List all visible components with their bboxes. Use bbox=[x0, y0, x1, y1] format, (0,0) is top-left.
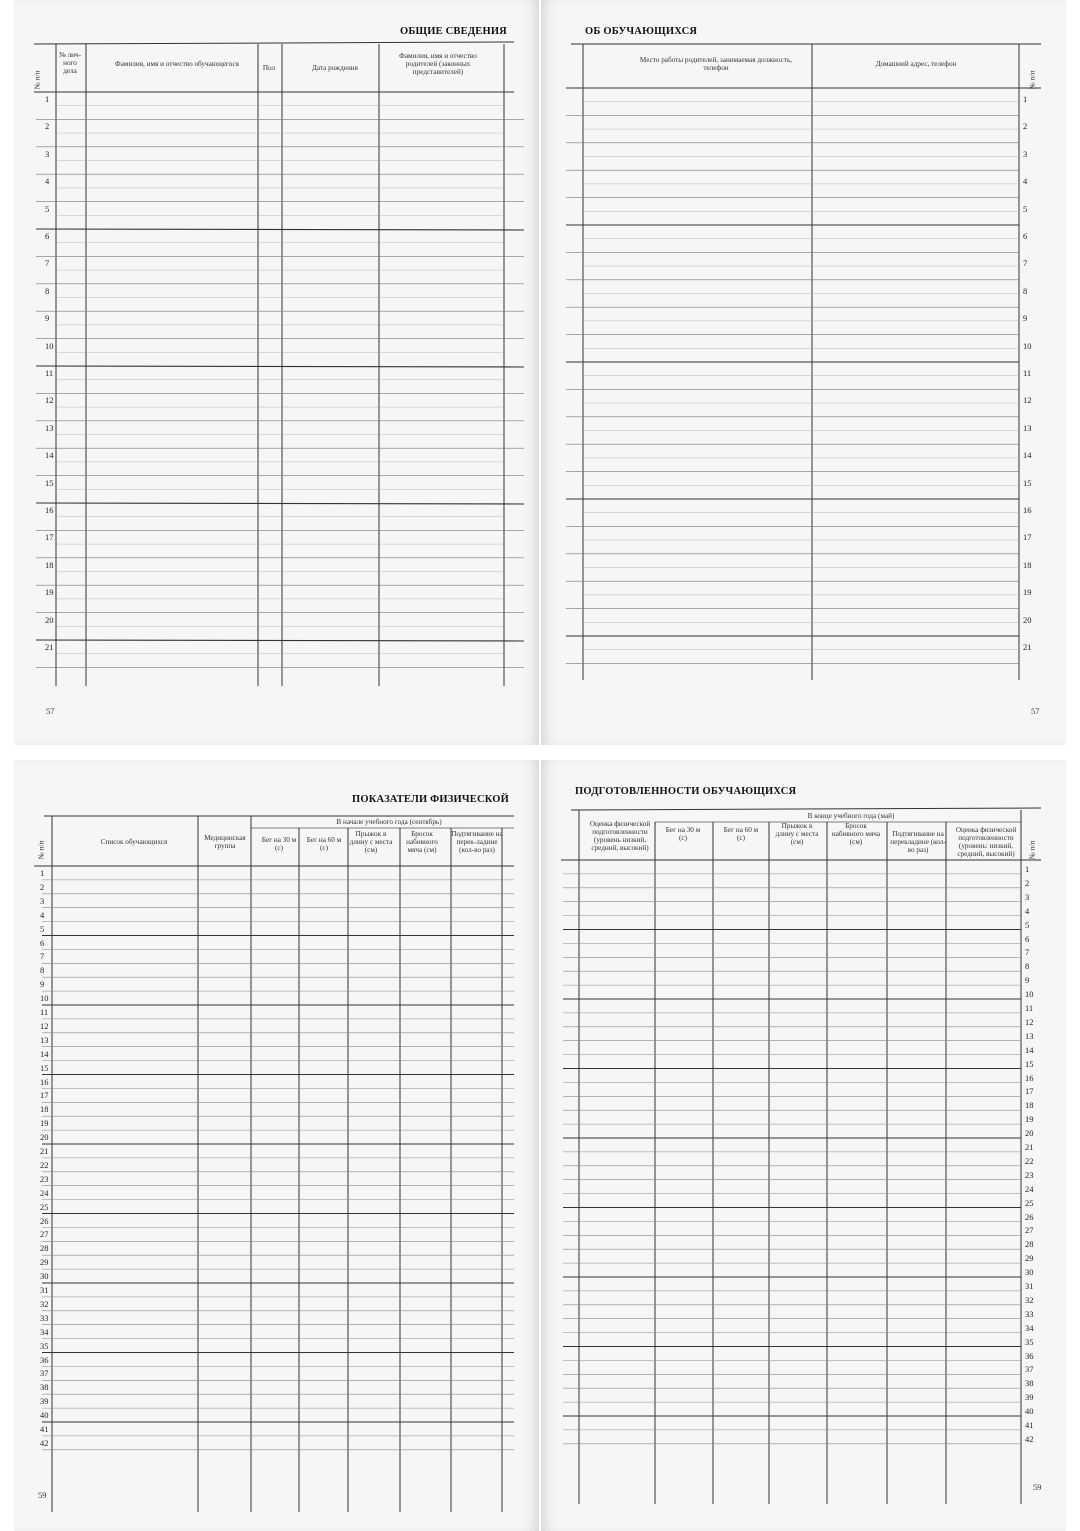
row-number: 13 bbox=[40, 1034, 49, 1045]
row-number: 33 bbox=[40, 1312, 49, 1323]
row-number: 6 bbox=[45, 231, 50, 241]
row-number: 15 bbox=[1025, 1058, 1034, 1069]
row-number: 8 bbox=[45, 285, 50, 296]
row-number: 2 bbox=[1023, 121, 1028, 132]
row-number: 3 bbox=[45, 148, 50, 159]
row-number: 37 bbox=[1025, 1364, 1034, 1375]
row-number: 9 bbox=[45, 313, 50, 324]
row-number: 4 bbox=[1025, 905, 1030, 916]
row-number: 18 bbox=[45, 559, 54, 570]
row-number: 21 bbox=[45, 642, 54, 652]
row-line bbox=[36, 229, 524, 230]
row-number: 26 bbox=[1025, 1211, 1034, 1222]
header-birth-date: Дата рождения bbox=[312, 64, 358, 72]
row-number: 13 bbox=[1023, 422, 1032, 433]
row-line bbox=[36, 366, 524, 367]
row-number: 7 bbox=[1025, 947, 1030, 958]
row-number: 6 bbox=[1025, 933, 1030, 944]
row-number: 11 bbox=[40, 1007, 49, 1017]
row-number: 9 bbox=[1023, 313, 1028, 324]
row-number: 17 bbox=[1025, 1086, 1034, 1097]
row-number: 34 bbox=[1025, 1322, 1034, 1333]
header-student-name: Фамилия, имя и отчество обучающегося bbox=[115, 60, 239, 68]
row-number: 12 bbox=[40, 1020, 49, 1031]
row-number: 35 bbox=[1025, 1336, 1034, 1347]
page-number-right-phys: 59 bbox=[1033, 1482, 1042, 1492]
row-number: 21 bbox=[1023, 642, 1032, 652]
page-number-left-phys: 59 bbox=[38, 1490, 47, 1500]
row-number: 1 bbox=[45, 94, 50, 104]
row-number: 12 bbox=[45, 395, 54, 406]
row-number: 6 bbox=[1023, 231, 1028, 241]
row-number: 19 bbox=[45, 587, 54, 598]
row-number: 15 bbox=[1023, 477, 1032, 488]
header-assessment-start: Оценка физической подготовленности (уровень низкий, средний, высокий) bbox=[589, 820, 651, 852]
header-end-of-year: В конце учебного года (май) bbox=[807, 812, 895, 820]
row-number: 13 bbox=[45, 422, 54, 433]
row-number: 1 bbox=[1025, 864, 1030, 874]
row-number: 33 bbox=[1025, 1308, 1034, 1319]
page-right-general bbox=[541, 0, 1066, 745]
row-number: 20 bbox=[45, 614, 54, 625]
row-number: 30 bbox=[1025, 1267, 1034, 1278]
row-number: 12 bbox=[1025, 1016, 1034, 1027]
grid-general-left bbox=[14, 0, 539, 745]
header-pullup-start: Подтягивание на перек-ладине (кол-во раз) bbox=[451, 830, 503, 854]
row-number: 10 bbox=[1023, 340, 1032, 351]
table-top-border bbox=[34, 42, 514, 44]
header-run60-start: Бег на 60 м (с) bbox=[306, 836, 342, 852]
row-number: 19 bbox=[1023, 587, 1032, 598]
row-number: 21 bbox=[40, 1146, 49, 1156]
grid-physical-right bbox=[541, 760, 1066, 1531]
row-number: 40 bbox=[1025, 1406, 1034, 1417]
row-number: 39 bbox=[1025, 1392, 1034, 1403]
row-line bbox=[36, 503, 524, 504]
header-row-no: № п/п bbox=[32, 70, 42, 90]
row-number: 38 bbox=[1025, 1378, 1034, 1389]
row-number: 6 bbox=[40, 937, 45, 948]
page-left-physical bbox=[14, 760, 539, 1531]
row-number: 9 bbox=[1025, 975, 1030, 986]
row-number: 41 bbox=[40, 1424, 49, 1434]
row-number: 22 bbox=[1025, 1155, 1034, 1166]
row-number: 8 bbox=[1023, 285, 1028, 296]
header-parents-work: Место работы родителей, занимаемая должность, телефон bbox=[639, 56, 793, 72]
row-number: 39 bbox=[40, 1396, 49, 1407]
row-number: 1 bbox=[1023, 94, 1028, 104]
row-number: 42 bbox=[1025, 1433, 1034, 1444]
row-number: 14 bbox=[1025, 1044, 1034, 1055]
header-jump-start: Прыжок в длину с места (см) bbox=[349, 830, 393, 854]
row-number: 7 bbox=[1023, 258, 1028, 269]
page-right-physical bbox=[541, 760, 1066, 1531]
row-number: 19 bbox=[40, 1118, 49, 1129]
header-run60-end: Бег на 60 м (с) bbox=[723, 826, 759, 842]
row-number: 16 bbox=[45, 505, 54, 515]
row-number: 3 bbox=[1025, 891, 1030, 902]
title-general: ОБЩИЕ СВЕДЕНИЯ bbox=[400, 26, 507, 37]
grid-general-right bbox=[541, 0, 1066, 745]
row-number: 24 bbox=[40, 1187, 49, 1198]
row-number: 5 bbox=[1023, 203, 1028, 214]
row-number: 36 bbox=[40, 1354, 49, 1365]
header-pullup-end: Подтягивание на перекладине (кол-во раз) bbox=[890, 830, 946, 854]
row-number: 2 bbox=[1025, 877, 1030, 888]
header-row-no-phys-right: № п/п bbox=[1027, 840, 1037, 860]
row-number: 41 bbox=[1025, 1420, 1034, 1430]
row-number: 23 bbox=[1025, 1169, 1034, 1180]
row-number: 27 bbox=[40, 1229, 49, 1240]
row-number: 31 bbox=[40, 1285, 49, 1295]
row-number: 9 bbox=[40, 979, 45, 990]
row-number: 17 bbox=[45, 532, 54, 543]
row-number: 22 bbox=[40, 1159, 49, 1170]
row-number: 37 bbox=[40, 1368, 49, 1379]
row-number: 5 bbox=[45, 203, 50, 214]
row-number: 10 bbox=[45, 340, 54, 351]
row-number: 20 bbox=[40, 1132, 49, 1143]
row-number: 18 bbox=[1025, 1100, 1034, 1111]
page-left-general bbox=[14, 0, 539, 745]
row-number: 31 bbox=[1025, 1281, 1034, 1291]
row-number: 3 bbox=[1023, 148, 1028, 159]
row-number: 25 bbox=[40, 1201, 49, 1212]
row-number: 34 bbox=[40, 1326, 49, 1337]
row-number: 29 bbox=[40, 1257, 49, 1268]
row-number: 5 bbox=[1025, 919, 1030, 930]
row-number: 10 bbox=[1025, 989, 1034, 1000]
title-physical: ПОКАЗАТЕЛИ ФИЗИЧЕСКОЙ bbox=[352, 794, 510, 805]
row-number: 16 bbox=[1025, 1072, 1034, 1083]
row-number: 24 bbox=[1025, 1183, 1034, 1194]
title-preparedness: ПОДГОТОВЛЕННОСТИ ОБУЧАЮЩИХСЯ bbox=[575, 786, 797, 797]
header-throw-end: Бросок набивного мяча (см) bbox=[831, 822, 881, 846]
row-number: 2 bbox=[40, 881, 45, 892]
spread-physical bbox=[0, 760, 1080, 1531]
grid-physical-left bbox=[14, 760, 539, 1531]
row-number: 12 bbox=[1023, 395, 1032, 406]
row-number: 4 bbox=[40, 909, 45, 920]
header-row-no-right: № п/п bbox=[1027, 70, 1037, 90]
row-number: 32 bbox=[1025, 1294, 1034, 1305]
row-number: 20 bbox=[1025, 1128, 1034, 1139]
header-parents-name: Фамилия, имя и отчество родителей (законных представителей) bbox=[399, 52, 477, 76]
row-number: 28 bbox=[1025, 1239, 1034, 1250]
row-number: 40 bbox=[40, 1410, 49, 1421]
row-number: 42 bbox=[40, 1437, 49, 1448]
header-run30-end: Бег на 30 м (с) bbox=[665, 826, 701, 842]
row-number: 18 bbox=[1023, 559, 1032, 570]
row-number: 32 bbox=[40, 1298, 49, 1309]
table-top-border bbox=[571, 808, 1041, 810]
row-number: 28 bbox=[40, 1243, 49, 1254]
row-number: 8 bbox=[40, 965, 45, 976]
row-number: 26 bbox=[40, 1215, 49, 1226]
header-throw-start: Бросок набивного мяча (см) bbox=[406, 830, 438, 854]
row-number: 5 bbox=[40, 923, 45, 934]
row-number: 8 bbox=[1025, 961, 1030, 972]
row-number: 11 bbox=[45, 368, 54, 378]
header-jump-end: Прыжок в длину с места (см) bbox=[775, 822, 819, 846]
row-number: 4 bbox=[45, 176, 50, 187]
row-number: 7 bbox=[45, 258, 50, 269]
row-number: 4 bbox=[1023, 176, 1028, 187]
row-number: 11 bbox=[1025, 1003, 1034, 1013]
row-number: 27 bbox=[1025, 1225, 1034, 1236]
row-number: 23 bbox=[40, 1173, 49, 1184]
title-students: ОБ ОБУЧАЮЩИХСЯ bbox=[585, 26, 698, 37]
header-start-of-year: В начале учебного года (сентябрь) bbox=[336, 818, 442, 826]
page-number-left: 57 bbox=[46, 706, 55, 716]
row-number: 15 bbox=[45, 477, 54, 488]
row-number: 25 bbox=[1025, 1197, 1034, 1208]
row-number: 16 bbox=[1023, 505, 1032, 515]
header-run30-start: Бег на 30 м (с) bbox=[261, 836, 297, 852]
row-number: 15 bbox=[40, 1062, 49, 1073]
header-home-address: Домашний адрес, телефон bbox=[875, 60, 957, 68]
row-number: 10 bbox=[40, 993, 49, 1004]
header-student-list: Список обучающихся bbox=[100, 838, 168, 846]
row-number: 21 bbox=[1025, 1142, 1034, 1152]
row-number: 35 bbox=[40, 1340, 49, 1351]
row-number: 17 bbox=[1023, 532, 1032, 543]
row-number: 2 bbox=[45, 121, 50, 132]
row-number: 17 bbox=[40, 1090, 49, 1101]
row-number: 14 bbox=[1023, 450, 1032, 461]
row-number: 3 bbox=[40, 895, 45, 906]
header-assessment-end: Оценка физической подготовленности (уровень: низкий, средний, высокий) bbox=[955, 826, 1017, 858]
row-number: 38 bbox=[40, 1382, 49, 1393]
row-number: 14 bbox=[40, 1048, 49, 1059]
row-number: 16 bbox=[40, 1076, 49, 1087]
row-number: 18 bbox=[40, 1104, 49, 1115]
page-number-right: 57 bbox=[1031, 706, 1040, 716]
header-sex: Пол bbox=[262, 64, 276, 72]
row-number: 36 bbox=[1025, 1350, 1034, 1361]
row-number: 11 bbox=[1023, 368, 1032, 378]
row-number: 19 bbox=[1025, 1114, 1034, 1125]
row-number: 14 bbox=[45, 450, 54, 461]
row-number: 1 bbox=[40, 868, 45, 878]
row-number: 29 bbox=[1025, 1253, 1034, 1264]
header-medical-group: Медицинская группа bbox=[204, 834, 246, 850]
spread-general-info bbox=[0, 0, 1080, 745]
row-number: 20 bbox=[1023, 614, 1032, 625]
row-line bbox=[36, 640, 524, 641]
header-row-no-phys: № п/п bbox=[36, 840, 46, 860]
row-number: 30 bbox=[40, 1271, 49, 1282]
row-number: 13 bbox=[1025, 1030, 1034, 1041]
header-file-no: № лич-ного дела bbox=[58, 51, 82, 75]
row-number: 7 bbox=[40, 951, 45, 962]
